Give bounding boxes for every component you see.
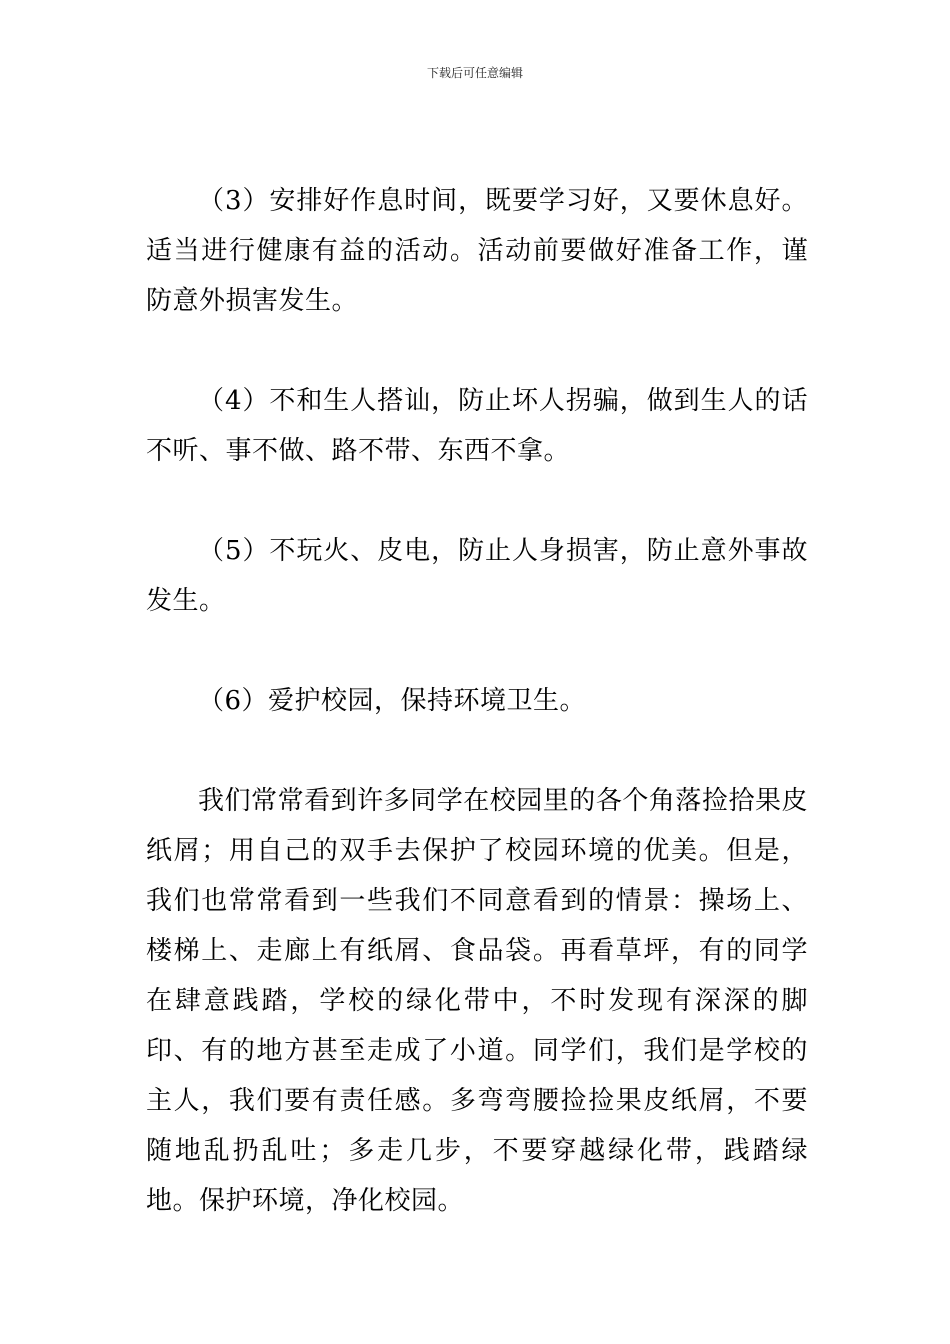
paragraph-campus-environment: 我们常常看到许多同学在校园里的各个角落捡拾果皮纸屑；用自己的双手去保护了校园环境的优美。但是，我们也常常看到一些我们不同意看到的情景：操场上、楼梯上、走廊上有纸屑、食品袋。再看草坪，有的同学在肆意践踏，学校的绿化带中，不时发现有深深的脚印、有的地方甚至走成了小道。同学们，我们是学校的主人，我们要有责任感。多弯弯腰捡捡果皮纸屑，不要随地乱扔乱吐；多走几步，不要穿越绿化带，践踏绿地。保护环境，净化校园。 — [146, 786, 808, 1216]
paragraph-item-3: （3）安排好作息时间，既要学习好，又要休息好。适当进行健康有益的活动。活动前要做好准备工作，谨防意外损害发生。 — [146, 186, 808, 316]
paragraph-item-5: （5）不玩火、皮电，防止人身损害，防止意外事故发生。 — [146, 536, 808, 616]
document-body — [146, 176, 808, 1226]
paragraph-gap — [146, 626, 808, 676]
paragraph-gap — [146, 726, 808, 776]
paragraph-item-6: （6）爱护校园，保持环境卫生。 — [198, 686, 587, 716]
page-header: 下载后可任意编辑 — [426, 66, 523, 80]
paragraph-gap — [146, 326, 808, 376]
paragraph-gap — [146, 476, 808, 526]
paragraph-item-4: （4）不和生人搭讪，防止坏人拐骗，做到生人的话不听、事不做、路不带、东西不拿。 — [146, 386, 808, 466]
